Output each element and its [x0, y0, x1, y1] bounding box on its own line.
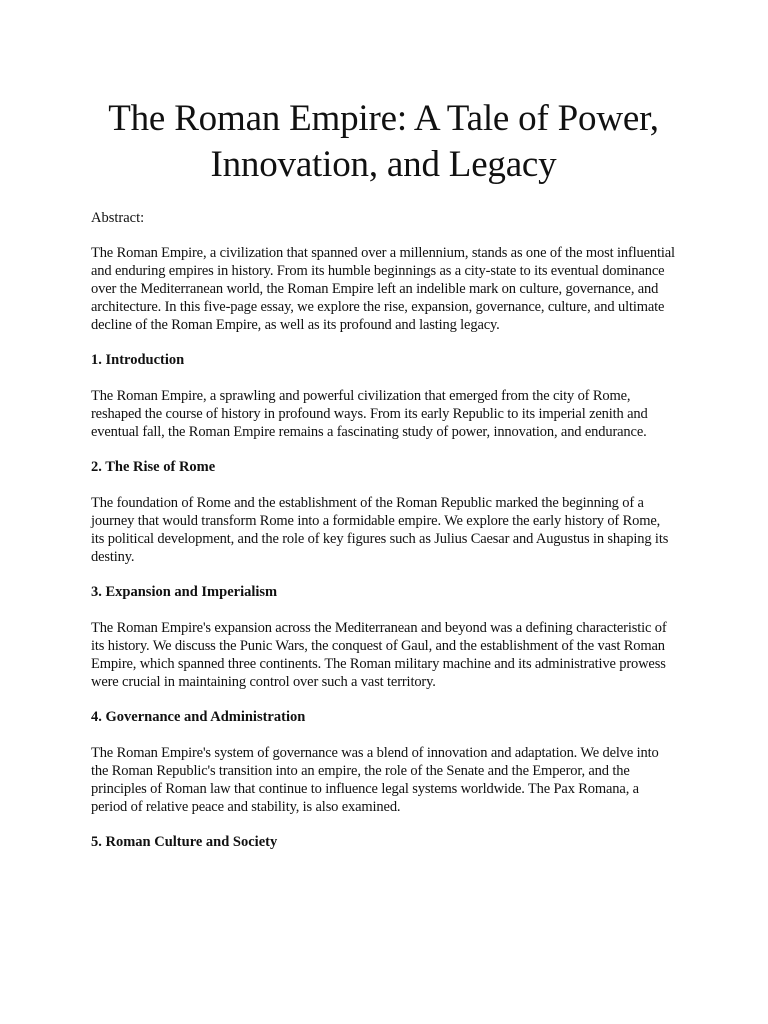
section-paragraph: The foundation of Rome and the establishment of the Roman Republic marked the beginning of a journey that would transform Rome into a formidable empire. We explore the early history of Rome, its political development, and the role of key figures such as Julius Caesar and Augustus in shaping its destiny.: [91, 495, 669, 565]
abstract-paragraph: The Roman Empire, a civilization that spanned over a millennium, stands as one of the most influential and enduring empires in history. From its humble beginnings as a city-state to its eventual dominance over the Mediterranean world, the Roman Empire left an indelible mark on culture, governance, and architecture. In this five-page essay, we explore the rise, expansion, governance, culture, and ultimate decline of the Roman Empire, as well as its profound and lasting legacy.: [91, 245, 675, 333]
section-heading: 2. The Rise of Rome: [91, 459, 216, 475]
title-line-1: The Roman Empire: A Tale of Power,: [108, 98, 659, 139]
page-title: [91, 96, 676, 188]
section-heading: 5. Roman Culture and Society: [91, 834, 278, 850]
section-paragraph: The Roman Empire, a sprawling and powerful civilization that emerged from the city of Rome, reshaped the course of history in profound ways. From its early Republic to its imperial zenith and eventual fall, the Roman Empire remains a fascinating study of power, innovation, and endurance.: [91, 388, 648, 440]
section-governance: [91, 708, 676, 816]
section-paragraph: The Roman Empire's expansion across the Mediterranean and beyond was a defining characteristic of its history. We discuss the Punic Wars, the conquest of Gaul, and the establishment of the vast Roman Empire, which spanned three continents. The Roman military machine and its administrative prowess were crucial in maintaining control over such a vast territory.: [91, 620, 667, 690]
section-culture-society: [91, 833, 676, 851]
section-heading: 3. Expansion and Imperialism: [91, 584, 278, 600]
section-expansion: [91, 583, 676, 691]
section-paragraph: The Roman Empire's system of governance was a blend of innovation and adaptation. We delve into the Roman Republic's transition into an empire, the role of the Senate and the Emperor, and the principles of Roman law that continue to influence legal systems worldwide. The Pax Romana, a period of relative peace and stability, is also examined.: [91, 745, 659, 815]
section-heading: 4. Governance and Administration: [91, 709, 306, 725]
title-line-2: Innovation, and Legacy: [210, 144, 557, 185]
section-rise-of-rome: [91, 458, 676, 566]
section-introduction: [91, 351, 676, 441]
abstract-label: Abstract:: [91, 210, 145, 226]
section-heading: 1. Introduction: [91, 352, 185, 368]
